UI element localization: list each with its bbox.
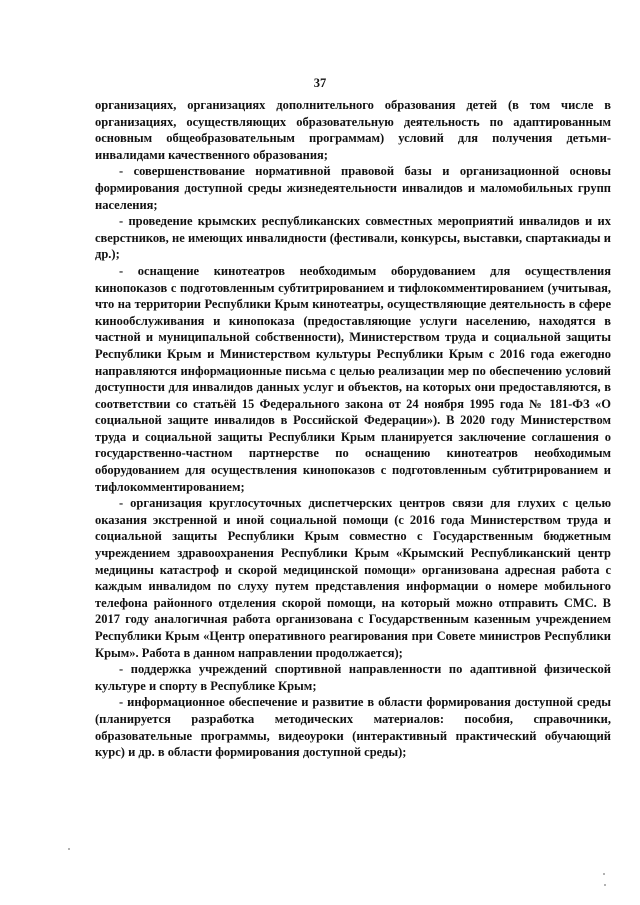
paragraph-sport-support: - поддержка учреждений спортивной направленности по адаптивной физической культуре и спорту в Республике Крым; xyxy=(95,662,611,693)
paragraph-cinema-equipment: - оснащение кинотеатров необходимым оборудованием для осуществления кинопоказов с подготовленным субтитрированием и тифлокомментированием (учитывая, что на территории Республики Крым кинотеатры, осуществляющие деятельность в сфере кинообслуживания и кинопоказа (предоставляющие услуги населению, находятся в частной и муниципальной собственности), Министерством труда и социальной защиты Республики Крым и Министерством культуры Республики Крым с 2016 года ежегодно направляются информационные письма с целью реализации мер по обеспечению условий доступности для инвалидов данных услуг и объектов, на которых они предоставляются, в соответствии со статьёй 15 Федерального закона от 24 ноября 1995 года № 181-ФЗ «О социальной защите инвалидов в Российской Федерации»). В 2020 году Министерством труда и социальной защиты Республики Крым планируется заключение соглашения о государственно-частном партнерстве по оснащению кинотеатров необходимым оборудованием для осуществления кинопоказов с подготовленным субтитрированием и тифлокомментированием; xyxy=(95,263,611,494)
paragraph-dispatch-centers: - организация круглосуточных диспетчерских центров связи для глухих с целью оказания экстренной и иной социальной помощи (с 2016 года Министерством труда и социальной защиты Республики Крым совместно с Государственным бюджетным учреждением здравоохранения Республики Крым «Крымский Республиканский центр медицины катастроф и скорой медицинской помощи» организована адресная работа с каждым инвалидом по слуху путем представления информации о номере мобильного телефона районного отделения скорой помощи, на который можно отправить СМС. В 2017 году аналогичная работа организована с Государственным казенным учреждением Республики Крым «Центр оперативного реагирования при Совете министров Республики Крым». Работа в данном направлении продолжается); xyxy=(95,496,611,660)
document-body xyxy=(95,97,611,761)
paragraph-republican-events: - проведение крымских республиканских совместных мероприятий инвалидов и их сверстников, не имеющих инвалидности (фестивали, конкурсы, выставки, спартакиады и др.); xyxy=(95,214,611,262)
paragraph-regulatory-base: - совершенствование нормативной правовой базы и организационной основы формирования доступной среды жизнедеятельности инвалидов и маломобильных групп населения; xyxy=(95,164,611,212)
paragraph-information-support: - информационное обеспечение и развитие в области формирования доступной среды (планируется разработка методических материалов: пособия, справочники, образовательные программы, видеоуроки (интерактивный практический обучающий курс) и др. в области формирования доступной среды); xyxy=(95,695,611,760)
scan-speck xyxy=(68,848,70,850)
scan-speck xyxy=(604,884,606,886)
page-number: 37 xyxy=(313,76,327,90)
scan-speck xyxy=(603,873,605,875)
paragraph-education-conditions: организациях, организациях дополнительного образования детей (в том числе в организациях, осуществляющих образовательную деятельность по адаптированным основным общеобразовательным программам) условий для получения детьми-инвалидами качественного образования; xyxy=(95,98,611,162)
